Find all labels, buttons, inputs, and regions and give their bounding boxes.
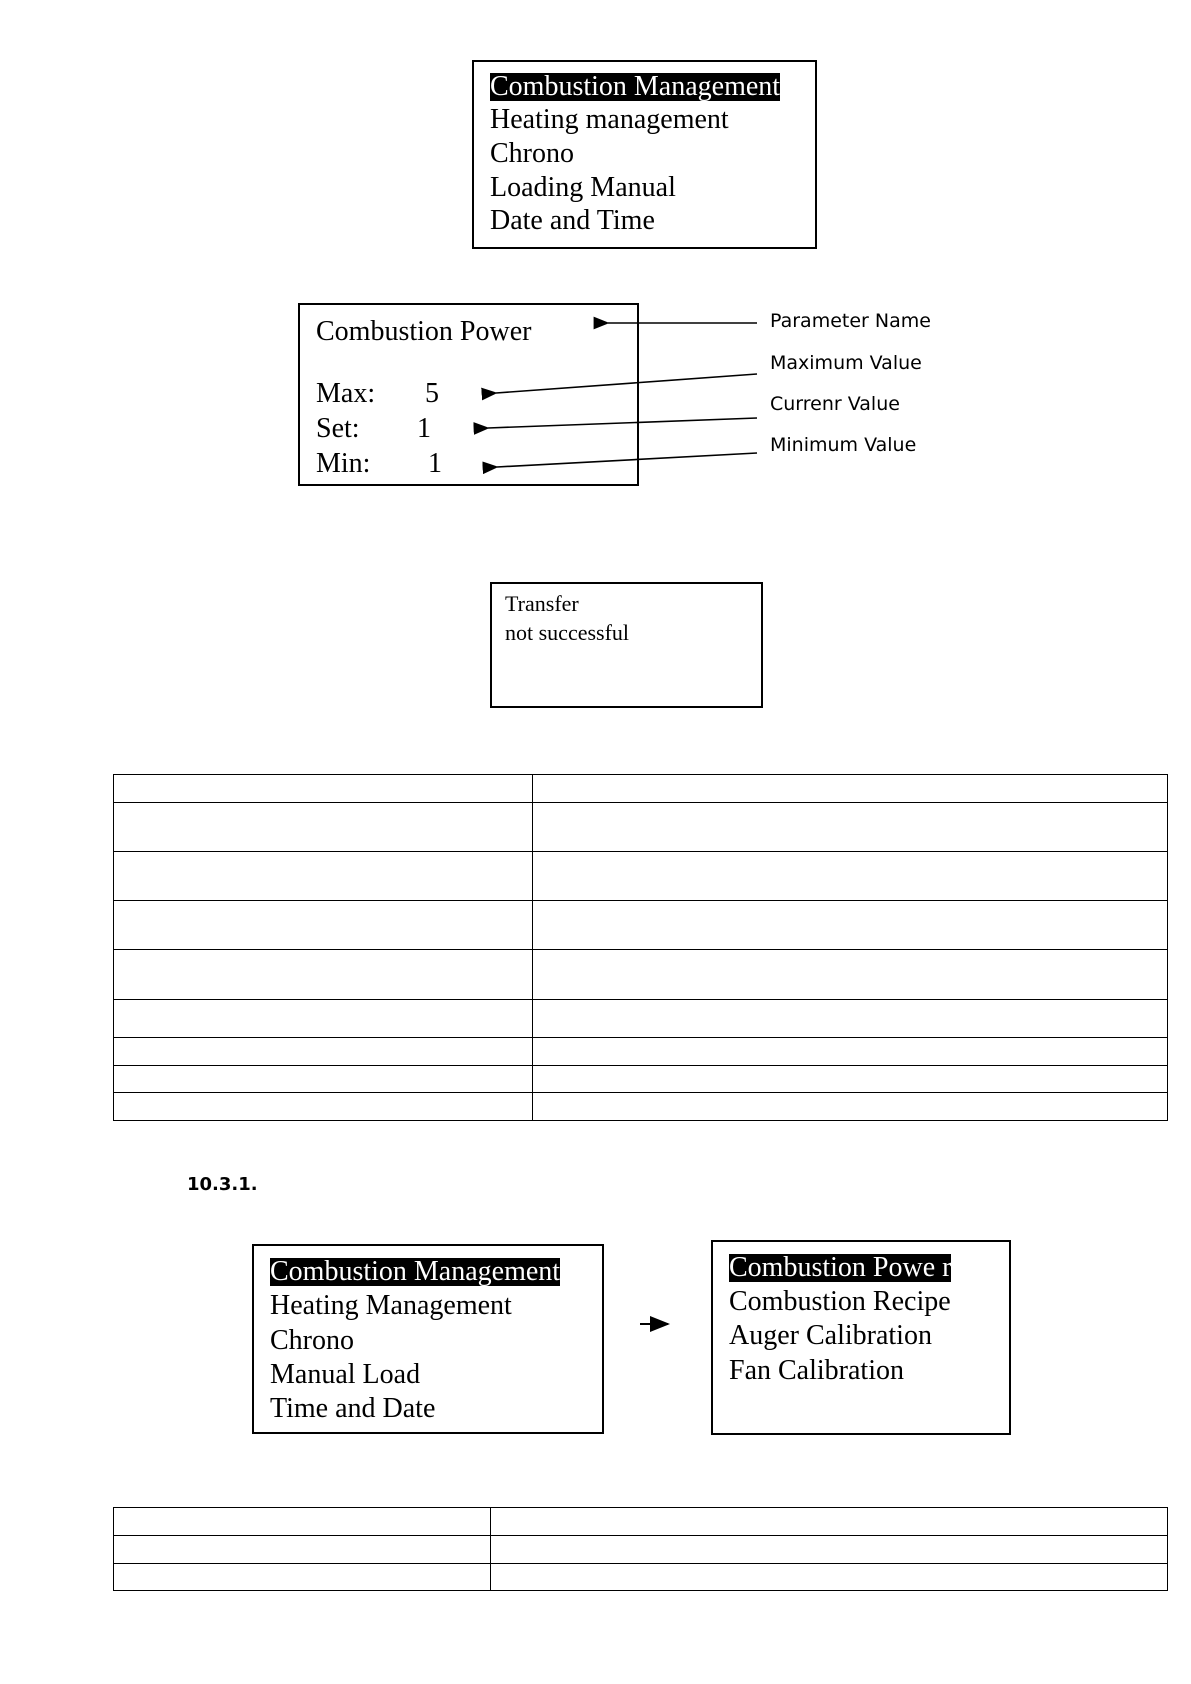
arrow-current-value [488, 418, 757, 428]
transfer-line-2: not successful [505, 620, 630, 645]
annotation-parameter-name: Parameter Name [770, 310, 931, 332]
empty-table-1 [113, 774, 1168, 1121]
annotation-minimum-value: Minimum Value [770, 434, 917, 456]
menu-left-item-manual-load[interactable]: Manual Load [270, 1359, 421, 1390]
main-menu-item-combustion-management[interactable]: Combustion Management [490, 71, 781, 102]
table-row [114, 775, 1168, 803]
table-row [114, 803, 1168, 852]
table-row [114, 1564, 1168, 1591]
main-menu-item-date-and-time[interactable]: Date and Time [490, 205, 655, 236]
parameter-title: Combustion Power [316, 316, 532, 347]
transfer-screen [490, 582, 763, 708]
set-label: Set: [316, 413, 360, 444]
max-label: Max: [316, 378, 376, 409]
menu-left-item-chrono[interactable]: Chrono [270, 1325, 354, 1356]
annotation-maximum-value: Maximum Value [770, 352, 922, 374]
menu-right-item-combustion-power[interactable]: Combustion Powe r [729, 1252, 952, 1283]
main-menu-item-heating-management[interactable]: Heating management [490, 104, 729, 135]
menu-left-item-heating-management[interactable]: Heating Management [270, 1290, 512, 1321]
table-row [114, 852, 1168, 901]
set-value[interactable]: 1 [417, 413, 431, 444]
arrow-maximum-value [496, 374, 757, 393]
annotation-current-value: Currenr Value [770, 393, 900, 415]
menu-right-item-combustion-recipe[interactable]: Combustion Recipe [729, 1286, 951, 1317]
menu-left-screen [252, 1244, 604, 1434]
min-label: Min: [316, 448, 371, 479]
table-row [114, 1536, 1168, 1564]
transfer-line-1: Transfer [505, 591, 579, 616]
arrow-minimum-value [497, 453, 757, 467]
max-value: 5 [425, 378, 439, 409]
table-row [114, 950, 1168, 1000]
table-row [114, 1038, 1168, 1066]
empty-table-2 [113, 1507, 1168, 1591]
main-menu-item-loading-manual[interactable]: Loading Manual [490, 172, 676, 203]
table-row [114, 1000, 1168, 1038]
min-value: 1 [428, 448, 442, 479]
menu-left-item-combustion-management[interactable]: Combustion Management [270, 1256, 561, 1287]
section-number: 10.3.1. [187, 1174, 258, 1195]
table-row [114, 1508, 1168, 1536]
menu-right-item-fan-calibration[interactable]: Fan Calibration [729, 1355, 904, 1386]
menu-right-item-auger-calibration[interactable]: Auger Calibration [729, 1320, 932, 1351]
table-row [114, 1093, 1168, 1121]
menu-right-screen [711, 1240, 1011, 1435]
menu-left-item-time-and-date[interactable]: Time and Date [270, 1393, 436, 1424]
table-row [114, 901, 1168, 950]
table-row [114, 1066, 1168, 1093]
main-menu-item-chrono[interactable]: Chrono [490, 138, 574, 169]
